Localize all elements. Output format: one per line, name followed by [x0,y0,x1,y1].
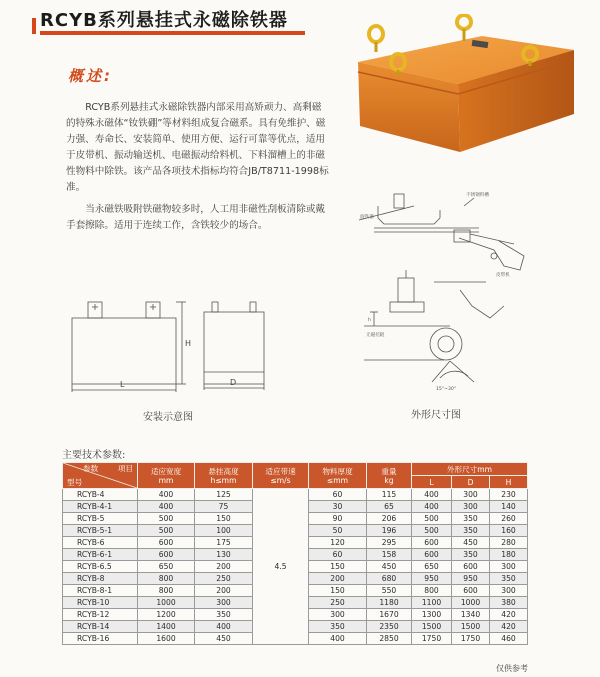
dimension-caption: 外形尺寸图 [411,410,461,421]
table-cell: 200 [195,585,253,597]
table-cell: 1300 [412,609,452,621]
table-cell: 420 [490,621,528,633]
table-cell: RCYB-5 [63,513,138,525]
table-cell: 260 [490,513,528,525]
header-model: 型号 [67,478,83,487]
label-idler: 无磁托辊 [366,333,385,338]
label-angle: 15°~30° [436,387,457,392]
table-cell: RCYB-4 [63,489,138,501]
table-cell: 230 [490,489,528,501]
title-underline [40,31,305,35]
table-cell: 350 [452,513,490,525]
table-cell: 450 [452,537,490,549]
table-cell: 175 [195,537,253,549]
table-cell: 125 [195,489,253,501]
overview-text [66,100,330,234]
header-d: D [452,476,490,489]
table-cell: 130 [195,549,253,561]
overview-heading: 概述: [68,67,113,85]
table-cell: 295 [367,537,412,549]
product-image [352,14,580,162]
table-cell: 75 [195,501,253,513]
table-cell: 140 [490,501,528,513]
table-cell: 1500 [452,621,490,633]
table-cell: 180 [490,549,528,561]
table-cell: 600 [412,549,452,561]
table-cell: 500 [138,525,195,537]
label-h: h [368,318,371,323]
table-cell: 200 [195,561,253,573]
header-hang-height: 悬挂高度 h≤mm [195,463,253,489]
table-cell: 2850 [367,633,412,645]
spec-section-label: 主要技术参数: [62,450,126,461]
table-cell: 350 [309,621,367,633]
table-cell: 600 [138,537,195,549]
dim-label-d: D [230,378,237,387]
table-cell: RCYB-10 [63,597,138,609]
table-cell: 1750 [452,633,490,645]
table-cell: 950 [452,573,490,585]
header-weight: 重量 kg [367,463,412,489]
table-cell: RCYB-6-1 [63,549,138,561]
table-cell: RCYB-16 [63,633,138,645]
table-cell: 420 [490,609,528,621]
header-outline: 外形尺寸mm [412,463,528,476]
table-cell: 380 [490,597,528,609]
table-cell: 1200 [138,609,195,621]
belt-speed-cell: 4.5 [253,489,309,645]
table-cell: 450 [195,633,253,645]
table-cell: 500 [412,525,452,537]
table-cell: 30 [309,501,367,513]
table-cell: 800 [138,585,195,597]
table-cell: 450 [367,561,412,573]
table-cell: 300 [452,489,490,501]
table-cell: RCYB-6.5 [63,561,138,573]
table-cell: 600 [138,549,195,561]
table-cell: 300 [452,501,490,513]
table-cell: 350 [452,549,490,561]
table-cell: 400 [412,501,452,513]
table-cell: 500 [138,513,195,525]
header-param: 参数 [83,464,99,473]
installation-drawing [62,290,287,405]
table-cell: RCYB-12 [63,609,138,621]
table-cell: 680 [367,573,412,585]
table-cell: RCYB-5-1 [63,525,138,537]
table-cell: 160 [490,525,528,537]
table-cell: 800 [412,585,452,597]
table-cell: 65 [367,501,412,513]
table-cell: 800 [138,573,195,585]
table-cell: 350 [195,609,253,621]
table-cell: 196 [367,525,412,537]
header-belt-speed: 适应带速 ≤m/s [253,463,309,489]
table-cell: 100 [195,525,253,537]
table-cell: 206 [367,513,412,525]
page-title: RCYB系列悬挂式永磁除铁器 [40,10,288,31]
table-cell: RCYB-6 [63,537,138,549]
table-cell: 350 [452,525,490,537]
table-cell: RCYB-8 [63,573,138,585]
reference-note: 仅供参考 [496,664,528,673]
overview-paragraph-2: 当永磁铁吸附铁磁物较多时，人工用非磁性刮板清除或戴手套擦除。适用于连续工作，含铁较少的场合。 [66,204,326,231]
overview-paragraph-1: RCYB系列悬挂式永磁除铁器内部采用高矫顽力、高剩磁的特殊永磁体“钕铁硼”等材料组成复合磁系。具有免维护、磁力强、寿命长、安装简单、使用方便、运行可靠等优点，适用于皮带机、振动输送机、电磁振动给料机、下料溜槽上的非磁性物料中除铁。该产品各项技术指标均符合JB/T8711-1998标准。 [66,102,329,193]
table-cell: 120 [309,537,367,549]
table-cell: 280 [490,537,528,549]
table-cell: 650 [412,561,452,573]
installation-caption: 安装示意图 [143,412,193,423]
table-cell: 1670 [367,609,412,621]
table-cell: 60 [309,549,367,561]
label-chute: 不锈钢料槽 [466,193,489,198]
table-cell: 150 [195,513,253,525]
table-cell: 600 [452,561,490,573]
dimension-drawing [354,186,544,396]
label-belt: 皮带机 [496,273,510,278]
table-cell: 650 [138,561,195,573]
table-cell: 50 [309,525,367,537]
table-cell: 400 [412,489,452,501]
table-cell: 400 [195,621,253,633]
table-cell: 400 [309,633,367,645]
title-accent-bar [32,18,36,34]
table-cell: 1500 [412,621,452,633]
table-cell: 500 [412,513,452,525]
header-thickness: 物料厚度 ≤mm [309,463,367,489]
header-item: 项目 [117,464,133,473]
label-rotator: 旋铁器 [360,215,374,220]
table-cell: 1600 [138,633,195,645]
table-cell: 300 [309,609,367,621]
table-cell: 1340 [452,609,490,621]
table-cell: 300 [490,561,528,573]
table-cell: 1180 [367,597,412,609]
table-cell: 400 [138,501,195,513]
table-cell: 158 [367,549,412,561]
table-cell: 1400 [138,621,195,633]
table-cell: RCYB-14 [63,621,138,633]
table-cell: 150 [309,561,367,573]
table-cell: 300 [195,597,253,609]
table-cell: 2350 [367,621,412,633]
dim-label-l: L [120,380,125,389]
header-belt-width: 适应宽度 mm [138,463,195,489]
table-cell: 115 [367,489,412,501]
table-cell: 250 [195,573,253,585]
table-cell: 90 [309,513,367,525]
table-cell: 1750 [412,633,452,645]
table-row [63,489,528,501]
table-cell: 350 [490,573,528,585]
table-cell: 60 [309,489,367,501]
table-cell: 1000 [138,597,195,609]
table-cell: 600 [452,585,490,597]
table-cell: 250 [309,597,367,609]
table-cell: 950 [412,573,452,585]
table-cell: 1100 [412,597,452,609]
table-cell: RCYB-8-1 [63,585,138,597]
table-cell: 550 [367,585,412,597]
table-cell: 300 [490,585,528,597]
table-cell: 400 [138,489,195,501]
header-h: H [490,476,528,489]
spec-table [62,462,528,645]
table-cell: 1000 [452,597,490,609]
table-cell: 460 [490,633,528,645]
dim-label-h: H [185,339,192,348]
header-l: L [412,476,452,489]
table-cell: RCYB-4-1 [63,501,138,513]
table-cell: 150 [309,585,367,597]
table-cell: 600 [412,537,452,549]
header-param-model [63,463,138,489]
table-cell: 200 [309,573,367,585]
